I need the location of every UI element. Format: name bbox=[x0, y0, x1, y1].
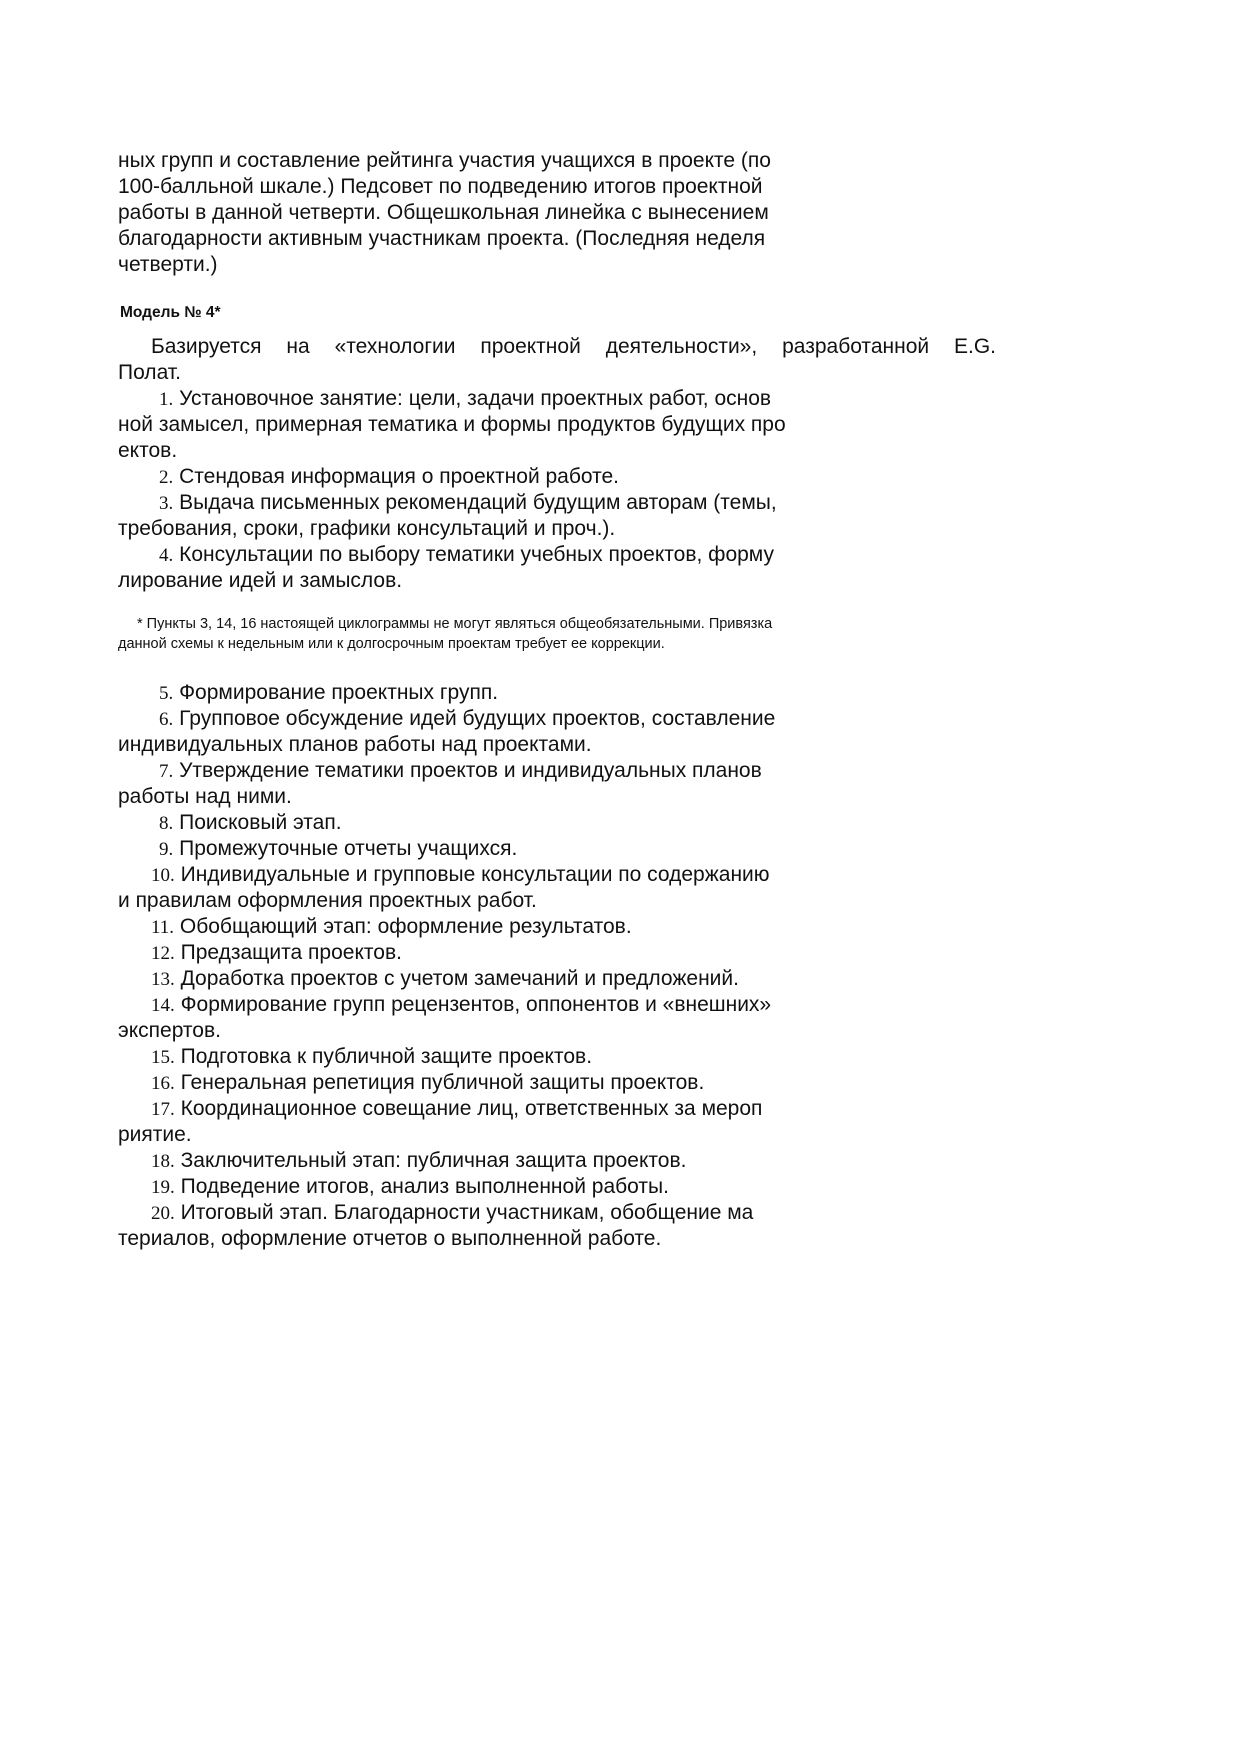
list-item-continuation: индивидуальных планов работы над проектами. bbox=[118, 733, 592, 756]
item-text: Итоговый этап. Благодарности участникам, обобщение ма bbox=[180, 1201, 754, 1224]
item-number: 4. bbox=[159, 545, 174, 566]
list-item-continuation: работы над ними. bbox=[118, 785, 292, 808]
footnote-line: * Пункты 3, 14, 16 настоящей циклограммы не могут являться общеобязательными. Привязка bbox=[137, 616, 773, 632]
item-text: Консультации по выбору тематики учебных проектов, форму bbox=[179, 543, 774, 566]
list-item bbox=[151, 1174, 669, 1201]
item-text: Подготовка к публичной защите проектов. bbox=[180, 1045, 593, 1068]
item-text: Групповое обсуждение идей будущих проектов, составление bbox=[179, 707, 776, 730]
item-text: Утверждение тематики проектов и индивидуальных планов bbox=[179, 759, 762, 782]
item-number: 7. bbox=[159, 761, 174, 782]
item-text: Координационное совещание лиц, ответственных за мероп bbox=[180, 1097, 763, 1120]
list-item bbox=[159, 810, 342, 837]
item-text: Подведение итогов, анализ выполненной работы. bbox=[180, 1175, 669, 1198]
list-item-continuation: лирование идей и замыслов. bbox=[118, 569, 403, 592]
list-item bbox=[151, 1148, 686, 1175]
item-number: 13. bbox=[151, 969, 175, 990]
item-number: 6. bbox=[159, 709, 174, 730]
intro-line: благодарности активным участникам проекта. (Последняя неделя bbox=[118, 227, 766, 250]
item-number: 12. bbox=[151, 943, 175, 964]
list-item bbox=[159, 464, 619, 491]
footnote-line: данной схемы к недельным или к долгосрочным проектам требует ее коррекции. bbox=[118, 636, 665, 652]
item-text: Формирование групп рецензентов, оппонентов и «внешних» bbox=[180, 993, 772, 1016]
list-item bbox=[159, 836, 517, 863]
item-text: Поисковый этап. bbox=[179, 811, 342, 834]
intro-line: 100-балльной шкале.) Педсовет по подведению итогов проектной bbox=[118, 175, 763, 198]
item-text: Обобщающий этап: оформление результатов. bbox=[179, 915, 632, 938]
list-item bbox=[151, 966, 739, 993]
intro-line: четверти.) bbox=[118, 253, 218, 276]
item-number: 2. bbox=[159, 467, 174, 488]
item-number: 5. bbox=[159, 683, 174, 704]
item-number: 18. bbox=[151, 1151, 175, 1172]
list-item-continuation: териалов, оформление отчетов о выполненной работе. bbox=[118, 1227, 662, 1250]
item-text: Индивидуальные и групповые консультации по содержанию bbox=[180, 863, 770, 886]
list-item bbox=[159, 542, 774, 569]
list-item bbox=[151, 1070, 704, 1097]
list-item bbox=[159, 490, 777, 517]
list-item bbox=[151, 862, 770, 889]
item-text: Предзащита проектов. bbox=[180, 941, 402, 964]
item-number: 1. bbox=[159, 389, 174, 410]
item-number: 11. bbox=[151, 917, 175, 938]
list-item-continuation: ектов. bbox=[118, 439, 178, 462]
item-text: Установочное занятие: цели, задачи проектных работ, основ bbox=[179, 387, 772, 410]
item-text: Генеральная репетиция публичной защиты проектов. bbox=[180, 1071, 705, 1094]
list-item-continuation: риятие. bbox=[118, 1123, 192, 1146]
item-text: Формирование проектных групп. bbox=[179, 681, 499, 704]
item-text: Заключительный этап: публичная защита проектов. bbox=[180, 1149, 687, 1172]
list-item bbox=[151, 940, 402, 967]
model-intro-line: Базируется на «технологии проектной деятельности», разработанной Е.G. bbox=[151, 335, 996, 358]
item-number: 3. bbox=[159, 493, 174, 514]
item-number: 15. bbox=[151, 1047, 175, 1068]
list-item bbox=[151, 1200, 753, 1227]
list-item bbox=[151, 1044, 592, 1071]
item-number: 20. bbox=[151, 1203, 175, 1224]
item-number: 8. bbox=[159, 813, 174, 834]
list-item bbox=[151, 1096, 762, 1123]
item-number: 19. bbox=[151, 1177, 175, 1198]
list-item-continuation: и правилам оформления проектных работ. bbox=[118, 889, 537, 912]
list-item bbox=[159, 680, 498, 707]
list-item bbox=[159, 758, 762, 785]
list-item-continuation: ной замысел, примерная тематика и формы продуктов будущих про bbox=[118, 413, 786, 436]
item-number: 14. bbox=[151, 995, 175, 1016]
intro-line: ных групп и составление рейтинга участия учащихся в проекте (по bbox=[118, 149, 771, 172]
list-item bbox=[159, 706, 775, 733]
item-text: Доработка проектов с учетом замечаний и предложений. bbox=[180, 967, 739, 990]
item-number: 9. bbox=[159, 839, 174, 860]
item-number: 17. bbox=[151, 1099, 175, 1120]
list-item-continuation: экспертов. bbox=[118, 1019, 221, 1042]
item-text: Стендовая информация о проектной работе. bbox=[179, 465, 620, 488]
list-item bbox=[151, 992, 771, 1019]
item-number: 10. bbox=[151, 865, 175, 886]
list-item-continuation: требования, сроки, графики консультаций и проч.). bbox=[118, 517, 616, 540]
item-text: Выдача письменных рекомендаций будущим авторам (темы, bbox=[179, 491, 777, 514]
model-heading: Модель № 4* bbox=[120, 304, 221, 321]
item-text: Промежуточные отчеты учащихся. bbox=[179, 837, 518, 860]
list-item bbox=[151, 914, 632, 941]
intro-line: работы в данной четверти. Общешкольная линейка с вынесением bbox=[118, 201, 769, 224]
list-item bbox=[159, 386, 771, 413]
item-number: 16. bbox=[151, 1073, 175, 1094]
model-intro-line: Полат. bbox=[118, 361, 181, 384]
